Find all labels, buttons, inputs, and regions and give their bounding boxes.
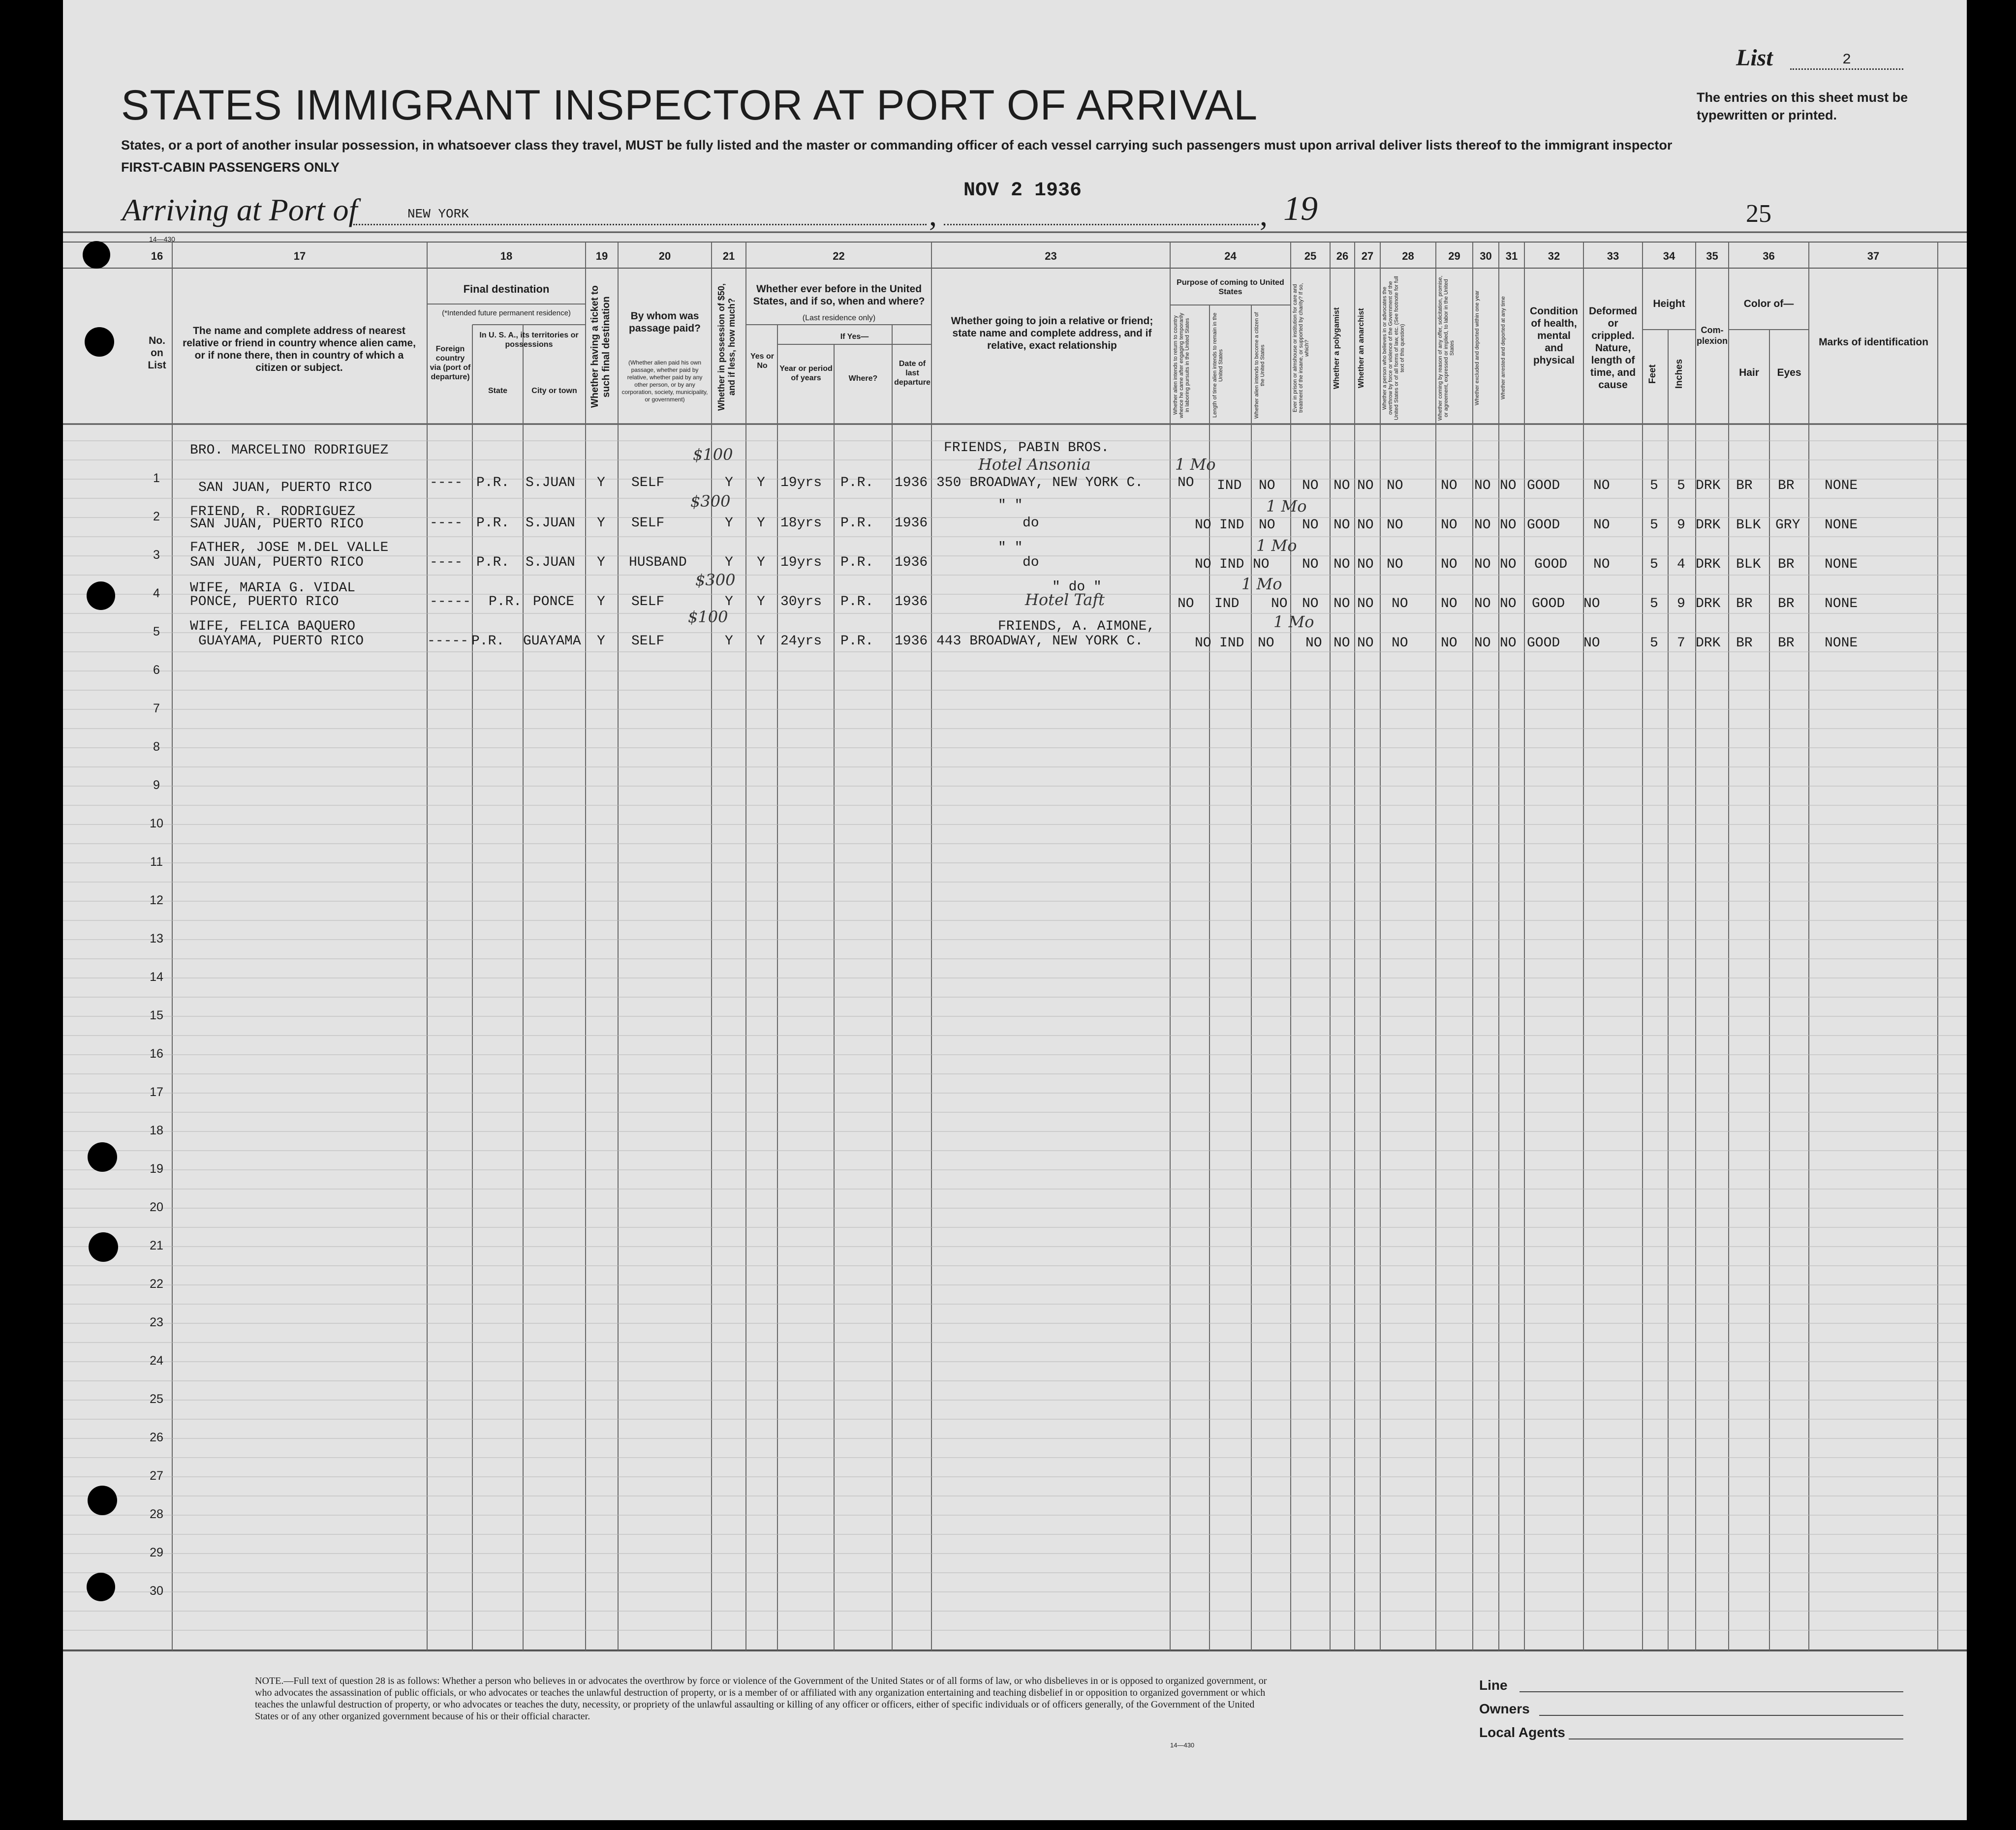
eyes: BR	[1778, 557, 1795, 572]
deformed: NO	[1593, 557, 1610, 572]
col-27: NO	[1357, 636, 1374, 651]
row-number: 30	[150, 1584, 163, 1598]
row-number: 18	[150, 1124, 163, 1137]
header-ticket: Whether having a ticket to such final destination	[589, 285, 612, 408]
date-last: 1936	[895, 516, 928, 531]
row-number: 29	[150, 1546, 163, 1559]
header-q31: Whether arrested and deported at any time	[1500, 296, 1506, 400]
row-number: 12	[150, 893, 163, 907]
state: P.R.	[476, 555, 510, 570]
purpose-citizen: IND	[1219, 636, 1244, 651]
col-28: NO	[1392, 636, 1408, 651]
col-28: NO	[1387, 518, 1403, 533]
header-final-destination: Final destination	[463, 283, 550, 295]
col-25: NO	[1302, 518, 1319, 533]
local-agents-field	[1569, 1738, 1903, 1739]
years: 19yrs	[780, 475, 822, 490]
height-inches: 9	[1677, 596, 1685, 611]
length-of-stay: 1 Mo	[1273, 612, 1314, 631]
eyes: BR	[1778, 478, 1795, 493]
header-possession-50: Whether in possession of $50, and if less, how much?	[716, 283, 737, 411]
list-label: List	[1736, 45, 1773, 71]
header-complexion: Com-plexion	[1697, 325, 1728, 346]
col-31: NO	[1500, 518, 1517, 533]
joining-line-1: " do "	[1052, 580, 1102, 595]
row-number: 27	[150, 1469, 163, 1483]
col-24c: NO	[1271, 596, 1288, 611]
health: GOOD	[1527, 518, 1560, 533]
row-number: 14	[150, 970, 163, 984]
relative-name: WIFE, MARIA G. VIDAL	[190, 580, 356, 596]
header-passage-note: (Whether alien paid his own passage, whether paid by relative, whether paid by any other person, or by any corporation, society, municipality, or government)	[621, 359, 708, 403]
col-31: NO	[1500, 636, 1517, 651]
row-number: 4	[153, 586, 160, 600]
header-passage-paid: By whom was passage paid?	[629, 310, 701, 334]
header-state: State	[488, 387, 508, 395]
header-deformed: Deformed or crippled. Nature, length of time, and cause	[1588, 305, 1638, 391]
form-subtitle: States, or a port of another insular possession, in whatsoever class they travel, MUST be fully listed and the master or commanding officer of each vessel carrying such passengers must upon arrival deliver lists thereof to the immigrant inspector	[121, 138, 1673, 152]
relative-address: SAN JUAN, PUERTO RICO	[190, 555, 364, 570]
state: P.R.	[476, 475, 510, 490]
row-number: 11	[150, 855, 163, 869]
purpose-return: NO	[1195, 636, 1211, 651]
relative-address: SAN JUAN, PUERTO RICO	[198, 480, 372, 495]
punch-hole	[87, 1573, 115, 1601]
height-feet: 5	[1650, 557, 1658, 572]
hair: BR	[1736, 596, 1753, 611]
where: P.R.	[840, 555, 874, 570]
header-last-residence: (Last residence only)	[802, 314, 876, 322]
row-number: 28	[150, 1507, 163, 1521]
height-inches: 5	[1677, 478, 1685, 493]
arrival-date-stamp: NOV 2 1936	[963, 180, 1082, 202]
purpose-return: NO	[1195, 557, 1211, 572]
relative-name: FATHER, JOSE M.DEL VALLE	[190, 540, 389, 555]
ever-before: Y	[757, 475, 765, 490]
row-number: 10	[150, 817, 163, 830]
marks: NONE	[1825, 596, 1858, 611]
row-number: 13	[150, 932, 163, 946]
length-of-stay: 1 Mo	[1241, 575, 1282, 593]
table-grid	[63, 0, 1967, 1820]
relative-address: SAN JUAN, PUERTO RICO	[190, 517, 364, 532]
col-num: 37	[1867, 250, 1880, 262]
header-ever-before: Whether ever before in the United States, and if so, when and where?	[753, 283, 925, 307]
date-last: 1936	[895, 475, 928, 490]
col-28: NO	[1392, 596, 1408, 611]
col-25: NO	[1302, 478, 1319, 493]
row-number: 15	[150, 1008, 163, 1022]
col-num: 29	[1448, 250, 1460, 262]
header-city: City or town	[531, 387, 577, 395]
years: 18yrs	[780, 516, 822, 531]
col-29: NO	[1441, 478, 1458, 493]
col-24c: NO	[1253, 557, 1270, 572]
header-purpose: Purpose of coming to United States	[1177, 278, 1284, 296]
col-num: 30	[1480, 250, 1492, 262]
header-purpose-a: Whether alien intends to return to country whence he came after engaging temporarily in laboring pursuits in the United States	[1173, 312, 1190, 418]
relative-address: PONCE, PUERTO RICO	[190, 594, 339, 610]
hair: BR	[1736, 636, 1753, 651]
header-feet: Feet	[1647, 364, 1658, 384]
city: S.JUAN	[526, 555, 575, 570]
ticket: Y	[597, 475, 605, 490]
header-foreign-country: Foreign country via (port of departure)	[430, 345, 471, 381]
line-field	[1520, 1691, 1903, 1692]
year-suffix: 25	[1746, 200, 1771, 228]
deformed: NO	[1593, 518, 1610, 533]
years: 24yrs	[780, 634, 822, 649]
col-num: 25	[1304, 250, 1317, 262]
form-title: STATES IMMIGRANT INSPECTOR AT PORT OF ARRIVAL	[121, 82, 1258, 129]
header-health: Condition of health, mental and physical	[1530, 305, 1578, 366]
header-q29: Whether coming by reason of any offer, solicitation, promise, or agreement, expressed or implied, to labor in the United States	[1437, 275, 1455, 421]
col-num: 17	[293, 250, 306, 262]
list-number: 2	[1790, 52, 1903, 70]
city: GUAYAMA	[523, 634, 581, 649]
col-24c: NO	[1258, 636, 1274, 651]
local-agents-label: Local Agents	[1479, 1725, 1565, 1740]
foreign-country: ----	[430, 555, 463, 570]
header-date-last: Date of last departure	[894, 360, 930, 387]
marks: NONE	[1825, 557, 1858, 572]
purpose-return: NO	[1195, 518, 1211, 533]
row-number: 8	[153, 740, 160, 754]
header-no-on-list: No. on List	[148, 335, 166, 371]
punch-hole	[88, 1486, 117, 1515]
col-num: 35	[1706, 250, 1718, 262]
money-note: $100	[688, 608, 728, 626]
header-relative: The name and complete address of nearest relative or friend in country whence alien came, or if none there, then in country of which a citizen or subject.	[183, 325, 416, 373]
header-joining: Whether going to join a relative or friend; state name and complete address, and if relative, exact relationship	[951, 315, 1153, 351]
money-note: $100	[693, 445, 733, 464]
header-inches: Inches	[1674, 359, 1684, 389]
typewritten-notice: The entries on this sheet must be typewritten or printed.	[1697, 90, 1908, 122]
passage-paid: HUSBAND	[629, 555, 687, 570]
eyes: GRY	[1775, 518, 1800, 533]
row-number: 23	[150, 1315, 163, 1329]
punch-hole	[89, 1232, 118, 1262]
hair: BLK	[1736, 557, 1761, 572]
col-27: NO	[1357, 478, 1374, 493]
money: Y	[725, 594, 733, 610]
ever-before: Y	[757, 516, 765, 531]
purpose-return: NO	[1178, 475, 1194, 490]
hair: BLK	[1736, 518, 1761, 533]
col-num: 22	[833, 250, 845, 262]
state: P.R.	[471, 634, 505, 649]
header-where: Where?	[848, 374, 878, 383]
punch-hole	[83, 241, 110, 269]
length-of-stay: 1 Mo	[1256, 536, 1297, 555]
header-polygamist: Whether a polygamist	[1333, 307, 1341, 389]
height-feet: 5	[1650, 518, 1658, 533]
joining-line-2: do	[1023, 555, 1039, 570]
height-feet: 5	[1650, 636, 1658, 651]
col-27: NO	[1357, 518, 1374, 533]
col-num: 16	[151, 250, 163, 262]
col-25: NO	[1302, 557, 1319, 572]
comma: ,	[1260, 197, 1268, 232]
hair: BR	[1736, 478, 1753, 493]
ever-before: Y	[757, 634, 765, 649]
comma: ,	[929, 197, 937, 232]
col-num: 32	[1548, 250, 1560, 262]
col-26: NO	[1334, 557, 1350, 572]
col-num: 28	[1402, 250, 1414, 262]
col-num: 18	[500, 250, 513, 262]
passage-paid: SELF	[631, 475, 665, 490]
height-feet: 5	[1650, 478, 1658, 493]
col-num: 33	[1607, 250, 1619, 262]
joining-line-1: " "	[998, 498, 1023, 513]
col-num: 27	[1361, 250, 1374, 262]
purpose-citizen: IND	[1219, 518, 1244, 533]
where: P.R.	[840, 475, 874, 490]
height-inches: 4	[1677, 557, 1685, 572]
row-number: 5	[153, 625, 160, 639]
col-29: NO	[1441, 557, 1458, 572]
marks: NONE	[1825, 636, 1858, 651]
header-year-period: Year or period of years	[779, 365, 833, 382]
col-25: NO	[1305, 636, 1322, 651]
header-hair: Hair	[1739, 367, 1759, 378]
col-26: NO	[1334, 596, 1350, 611]
row-number: 7	[153, 702, 160, 715]
row-number: 6	[153, 663, 160, 677]
foreign-country: -----	[427, 634, 469, 649]
purpose-citizen: IND	[1217, 478, 1242, 493]
header-purpose-b: Length of time alien intends to remain in the United States	[1212, 312, 1224, 418]
col-num: 34	[1663, 250, 1675, 262]
col-num: 19	[595, 250, 608, 262]
row-number: 2	[153, 510, 160, 523]
col-24c: NO	[1259, 478, 1275, 493]
col-25: NO	[1302, 596, 1319, 611]
header-marks: Marks of identification	[1819, 336, 1928, 348]
ticket: Y	[597, 594, 605, 610]
relative-name: WIFE, FELICA BAQUERO	[190, 619, 356, 634]
date-last: 1936	[895, 594, 928, 610]
line-label: Line	[1479, 1678, 1508, 1693]
header-eyes: Eyes	[1777, 367, 1801, 378]
passage-paid: SELF	[631, 634, 665, 649]
health: GOOD	[1532, 596, 1565, 611]
punch-hole	[85, 327, 114, 357]
col-num: 26	[1336, 250, 1349, 262]
header-height: Height	[1653, 298, 1685, 309]
question-28-note: NOTE.—Full text of question 28 is as follows: Whether a person who believes in or advocates the overthrow by force or violence of the Government of the United States or of all forms of law, or who disbelieves in or is opposed to organized government, or who advocates the assassination of public officials, or who advocates or teaches the unlawful destruction of property, or is a member of or affiliated with any organization entertaining and teaching disbelief in or opposition to organized government or which teaches the unlawful destruction of property, or who advocates or teaches the duty, necessity, or propriety of the unlawful assaulting or killing of any officer or officers, either of specific individuals or of officers generally, of the Government of the United States or of any other organized government because of his or their official character.	[255, 1676, 1267, 1722]
form-number-top: 14—430	[149, 235, 175, 243]
state: P.R.	[476, 516, 510, 531]
ticket: Y	[597, 516, 605, 531]
col-30: NO	[1474, 636, 1491, 651]
passage-paid: SELF	[631, 516, 665, 531]
col-num: 24	[1224, 250, 1237, 262]
date-last: 1936	[895, 634, 928, 649]
col-30: NO	[1474, 518, 1491, 533]
col-30: NO	[1474, 557, 1491, 572]
punch-hole	[88, 1142, 117, 1172]
joining-line-1: FRIENDS, PABIN BROS.	[944, 440, 1110, 456]
passenger-class: FIRST-CABIN PASSENGERS ONLY	[121, 160, 340, 175]
col-num: 20	[658, 250, 671, 262]
joining-line-1: " "	[998, 540, 1023, 555]
header-prison: Ever in prison or almshouse or institution for care and treatment of the insane, or supported by charity? If so, which?	[1292, 283, 1310, 413]
col-27: NO	[1357, 596, 1374, 611]
row-number: 22	[150, 1277, 163, 1291]
punch-hole	[87, 581, 115, 610]
joining-handwritten: Hotel Ansonia	[978, 455, 1091, 474]
marks: NONE	[1825, 518, 1858, 533]
length-of-stay: 1 Mo	[1266, 497, 1307, 516]
foreign-country: -----	[430, 594, 471, 610]
col-30: NO	[1474, 478, 1491, 493]
deformed: NO	[1583, 596, 1600, 611]
health: GOOD	[1534, 557, 1568, 572]
relative-address: GUAYAMA, PUERTO RICO	[198, 634, 364, 649]
money: Y	[725, 555, 733, 570]
health: GOOD	[1527, 636, 1560, 651]
joining-line-2: do	[1023, 516, 1039, 531]
port-value: NEW YORK	[407, 207, 469, 221]
ticket: Y	[597, 555, 605, 570]
where: P.R.	[840, 594, 874, 610]
passage-paid: SELF	[631, 594, 665, 610]
foreign-country: ----	[430, 516, 463, 531]
purpose-return: NO	[1178, 596, 1194, 611]
col-28: NO	[1387, 478, 1403, 493]
col-29: NO	[1441, 518, 1458, 533]
city: S.JUAN	[526, 475, 575, 490]
money-note: $300	[695, 571, 736, 589]
years: 19yrs	[780, 555, 822, 570]
owners-field	[1539, 1715, 1903, 1716]
relative-name: BRO. MARCELINO RODRIGUEZ	[190, 443, 389, 458]
row-number: 16	[150, 1047, 163, 1061]
header-in-usa: In U. S. A., its territories or possessions	[479, 331, 579, 349]
owners-label: Owners	[1479, 1701, 1530, 1716]
city: S.JUAN	[526, 516, 575, 531]
col-num: 31	[1505, 250, 1518, 262]
col-num: 36	[1763, 250, 1775, 262]
col-27: NO	[1357, 557, 1374, 572]
foreign-country: ----	[430, 475, 463, 490]
header-purpose-c: Whether alien intends to become a citizen of the United States	[1254, 312, 1266, 419]
joining-line-1: FRIENDS, A. AIMONE,	[998, 619, 1155, 634]
complexion: DRK	[1696, 478, 1721, 493]
col-31: NO	[1500, 596, 1517, 611]
city: PONCE	[533, 594, 575, 610]
header-yes-no: Yes or No	[750, 352, 775, 370]
money: Y	[725, 516, 733, 531]
where: P.R.	[840, 634, 874, 649]
col-31: NO	[1500, 478, 1517, 493]
ever-before: Y	[757, 555, 765, 570]
complexion: DRK	[1696, 596, 1721, 611]
row-number: 24	[150, 1354, 163, 1368]
header-final-destination-note: (*Intended future permanent residence)	[442, 309, 571, 317]
header-color-of: Color of—	[1743, 298, 1794, 309]
col-num: 23	[1045, 250, 1057, 262]
joining-line-2: 350 BROADWAY, NEW YORK C.	[936, 475, 1144, 490]
header-anarchist: Whether an anarchist	[1357, 308, 1365, 388]
col-30: NO	[1474, 596, 1491, 611]
col-26: NO	[1334, 518, 1350, 533]
deformed: NO	[1593, 478, 1610, 493]
money: Y	[725, 634, 733, 649]
ticket: Y	[597, 634, 605, 649]
col-28: NO	[1387, 557, 1403, 572]
header-if-yes: If Yes—	[840, 333, 869, 341]
row-number: 25	[150, 1392, 163, 1406]
col-29: NO	[1441, 636, 1458, 651]
complexion: DRK	[1696, 636, 1721, 651]
row-number: 19	[150, 1162, 163, 1176]
height-inches: 7	[1677, 636, 1685, 651]
row-number: 26	[150, 1431, 163, 1444]
complexion: DRK	[1696, 557, 1721, 572]
header-q30: Whether excluded and deported within one year	[1474, 290, 1480, 406]
joining-line-2: 443 BROADWAY, NEW YORK C.	[936, 634, 1144, 649]
purpose-citizen: IND	[1214, 596, 1240, 611]
form-number-bottom: 14—430	[1170, 1741, 1195, 1749]
health: GOOD	[1527, 478, 1560, 493]
complexion: DRK	[1696, 518, 1721, 533]
row-number: 1	[153, 471, 160, 485]
row-number: 17	[150, 1085, 163, 1099]
header-q28: Whether a person who believes in or advocates the overthrow by force or violence of the Government of the United States or of all forms of law, etc. (See footnote for full text of this question)	[1382, 276, 1405, 420]
deformed: NO	[1583, 636, 1600, 651]
marks: NONE	[1825, 478, 1858, 493]
height-inches: 9	[1677, 518, 1685, 533]
eyes: BR	[1778, 596, 1795, 611]
arriving-label: Arriving at Port of	[122, 192, 358, 227]
where: P.R.	[840, 516, 874, 531]
ever-before: Y	[757, 594, 765, 610]
col-26: NO	[1334, 478, 1350, 493]
relative-name: FRIEND, R. RODRIGUEZ	[190, 504, 356, 519]
manifest-sheet	[63, 0, 1967, 1820]
state: P.R.	[489, 594, 522, 610]
col-26: NO	[1334, 636, 1350, 651]
money-note: $300	[690, 492, 731, 511]
year-prefix: 19	[1283, 190, 1318, 228]
row-number: 9	[153, 778, 160, 792]
eyes: BR	[1778, 636, 1795, 651]
col-num: 21	[722, 250, 735, 262]
money: Y	[725, 475, 733, 490]
row-number: 20	[150, 1200, 163, 1214]
purpose-citizen: IND	[1219, 557, 1244, 572]
col-29: NO	[1441, 596, 1458, 611]
row-number: 21	[150, 1239, 163, 1252]
length-of-stay: 1 Mo	[1175, 455, 1216, 474]
col-24c: NO	[1259, 518, 1275, 533]
years: 30yrs	[780, 594, 822, 610]
joining-handwritten: Hotel Taft	[1025, 590, 1105, 609]
row-number: 3	[153, 548, 160, 562]
col-31: NO	[1500, 557, 1517, 572]
height-feet: 5	[1650, 596, 1658, 611]
date-last: 1936	[895, 555, 928, 570]
